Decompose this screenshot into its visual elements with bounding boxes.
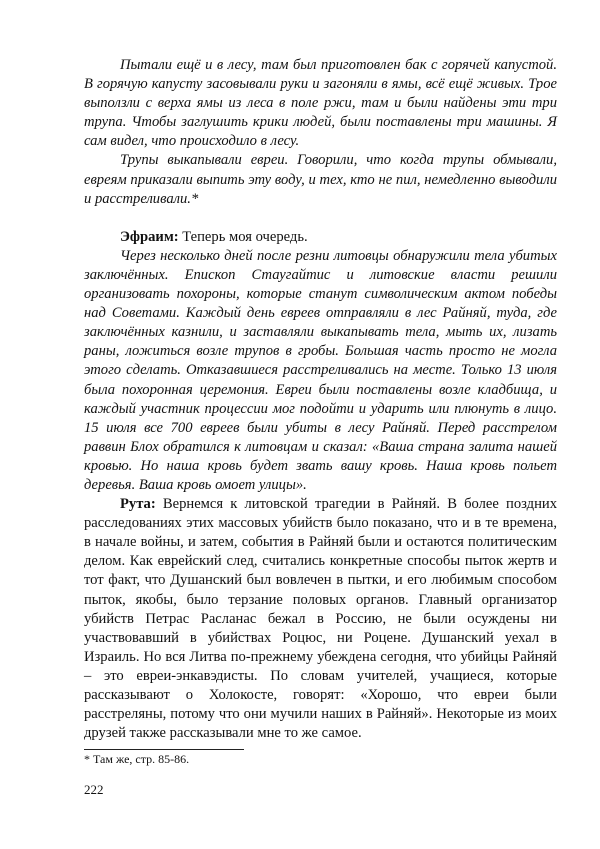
footnote: * Там же, стр. 85-86. [84, 752, 190, 766]
paragraph-5 [84, 495, 557, 743]
paragraph-1: Пытали ещё и в лесу, там был приготовлен бак с горячей капустой. В горячую капусту засовывали руки и загоняли в ямы, всё ещё живых. Трое выползли с верха ямы из леса в поле ржи, там и были найдены эти три трупа. Чтобы заглушить крики людей, были поставлены три машины. Я сам видел, что происходило в лесу. [84, 57, 557, 150]
paragraph-3 [84, 228, 557, 247]
paragraph-gap [84, 209, 557, 228]
paragraph-5-text: Вернемся к литовской трагедии в Райняй. В более поздних расследованиях этих массовых убийств было показано, что и в те времена, в начале войны, и затем, события в Райняй были и остаются политическим делом. Как еврейский след, считались конкретные способы пыток жертв и тот факт, что Душанский был вовлечен в пытки, и его любимым способом пыток, якобы, было терзание половых органов. Главный организатор убийств Петрас Расланас бежал в Россию, не были осуждены ни участвовавший в убийствах Роцюс, ни Роцене. Душанский уехал в Израиль. Но вся Литва по-прежнему убеждена сегодня, что убийцы Райняй – это евреи-энкавэдисты. По словам учителей, учащиеся, которые рассказывают о Холокосте, говорят: «Хорошо, что евреи были расстреляны, потому что они мучили наших в Райняй». Некоторые из моих друзей также рассказывали мне то же самое. [84, 496, 557, 742]
body-text [84, 56, 557, 743]
page-number: 222 [84, 782, 104, 797]
footnote-divider [84, 749, 244, 750]
paragraph-2: Трупы выкапывали евреи. Говорили, что когда трупы обмывали, евреям приказали выпить эту воду, и тех, кто не пил, немедленно выводили и расстреливали.* [84, 152, 557, 207]
paragraph-4: Через несколько дней после резни литовцы обнаружили тела убитых заключённых. Епископ Стаугайтис и литовские власти решили организовать похороны, которые станут символическим актом победы над Советами. Каждый день евреев отправляли в лес Райняй, туда, где заключённых казнили, и заставляли выкапывать тела, мыть их, лизать раны, ложиться возле трупов в гробы. Большая часть просто не могла этого сделать. Отказавшиеся расстреливались на месте. Только 13 июля была похоронная церемония. Евреи были поставлены возле кладбища, и каждый участник процессии мог подойти и ударить или плюнуть в лицо. 15 июля все 700 евреев были убиты в лесу Райняй. Перед расстрелом раввин Блох обратился к литовцам и сказал: «Ваша страна залита нашей кровью. Но наша кровь будет звать вашу кровь. Наша кровь польет деревья. Ваша кровь омоет улицы». [84, 247, 557, 493]
speaker-efraim: Эфраим: [120, 228, 179, 245]
paragraph-3-text: Теперь моя очередь. [178, 228, 308, 245]
speaker-ruta: Рута: [120, 496, 156, 513]
